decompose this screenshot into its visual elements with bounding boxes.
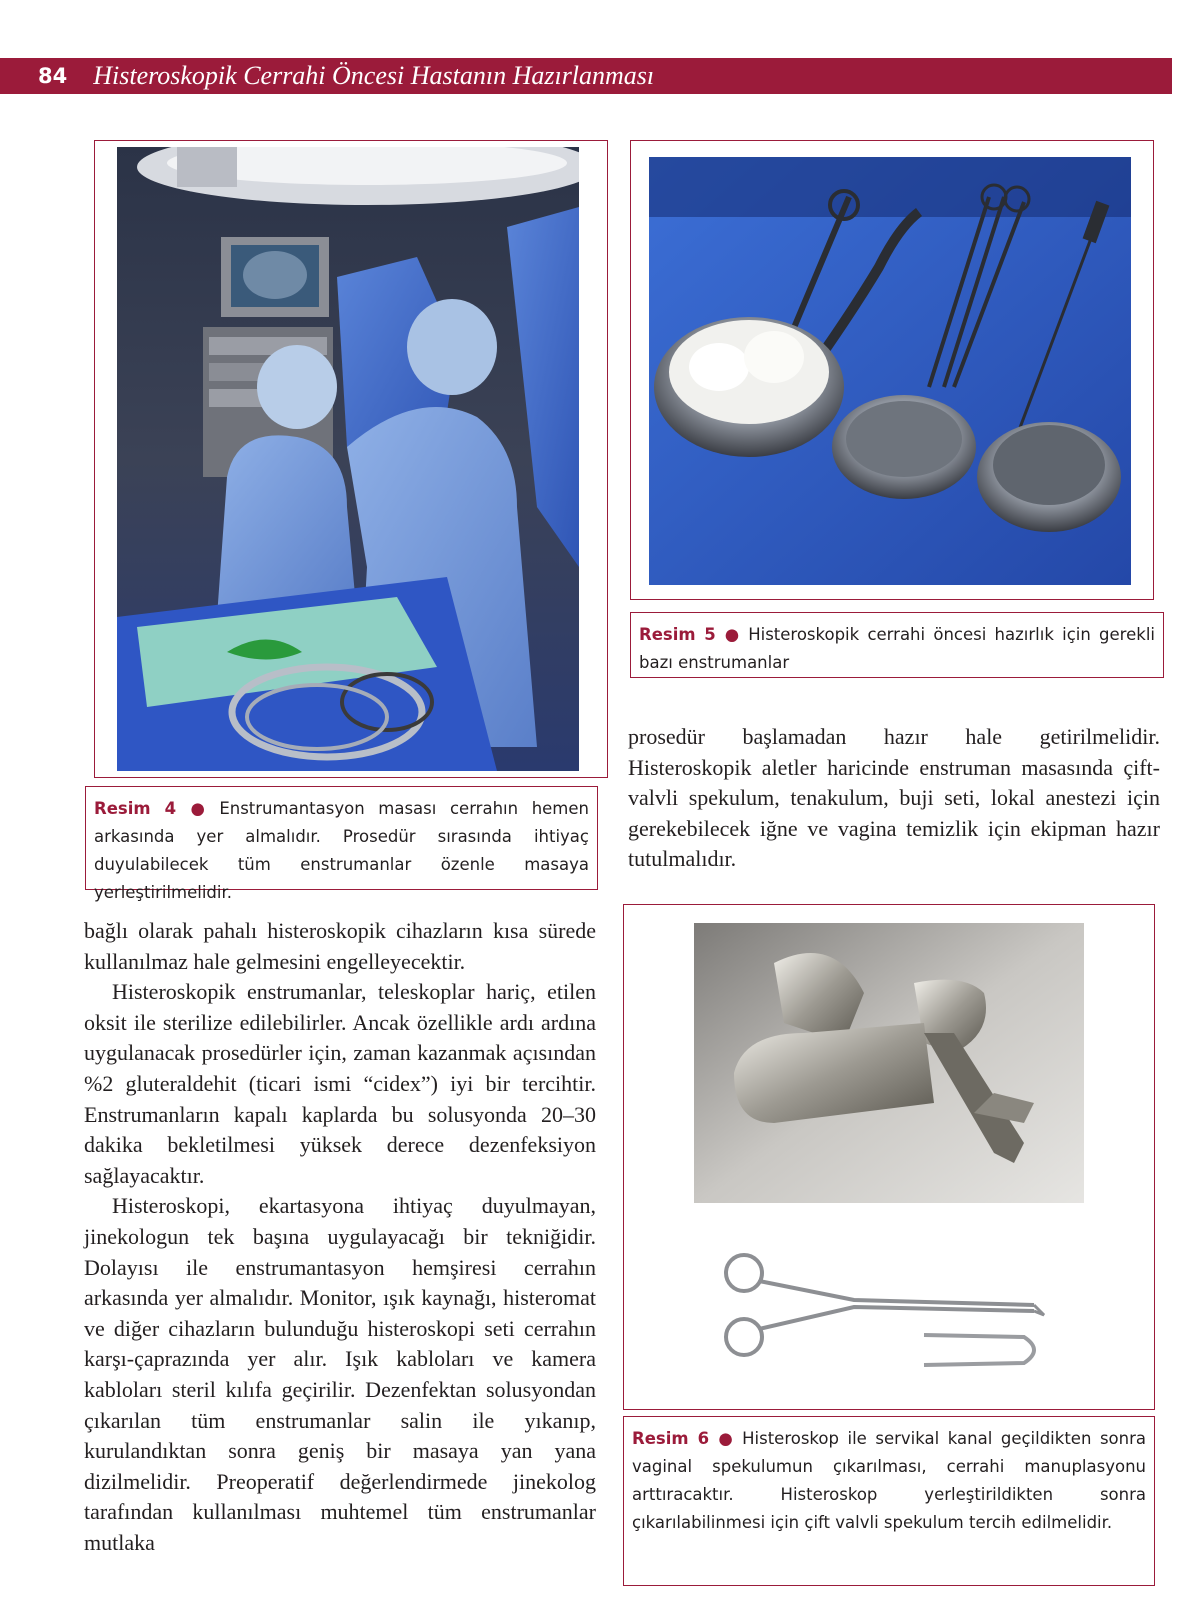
figure-6-photo-speculum [694, 923, 1084, 1203]
figure-5-caption [630, 612, 1164, 678]
paragraph: prosedür başlamadan hazır hale getirilmelidir. Histeroskopik aletler haricinde enstruman masasında çift-valvli spekulum, tenakulum, buji seti, lokal anestezi için gerekebilecek iğne ve vagina temizlik için ekipman hazır tutulmalıdır. [628, 724, 1160, 872]
bullet-icon: ● [715, 1429, 737, 1448]
paragraph-3: Histeroskopi, ekartasyona ihtiyaç duyulmayan, jinekologun tek başına uygulayacağı bir tekniğidir. Dolayısı ile enstrumantasyon hemşiresi cerrahın arkasında yer almalıdır. Monitor, ışık kaynağı, histeromat ve diğer cihazların bulunduğu histeroskopi seti cerrahın karşı-çaprazında yer alır. Işık kabloları ve kamera kabloları steril kılıfa geçirilir. Dezenfektan solusyondan çıkarılan tüm enstrumanlar salin ile yıkanıp, kurulandıktan sonra geniş bir masaya yan yana dizilmelidir. Preoperatif değerlendirmede jinekolog tarafından kullanılması muhtemel tüm enstrumanlar mutlaka [84, 1193, 596, 1555]
left-column-text [84, 916, 596, 1558]
page-number: 84 [38, 64, 68, 88]
figure-6-label: Resim 6 [632, 1429, 710, 1448]
figure-4-photo [117, 147, 579, 771]
figure-6-photo-tenaculum [704, 1245, 1064, 1385]
paragraph-1: bağlı olarak pahalı histeroskopik cihazların kısa sürede kullanılmaz hale gelmesini engelleyecektir. [84, 918, 596, 974]
figure-6-frame [623, 904, 1155, 1410]
bullet-icon: ● [182, 799, 214, 818]
figure-6-caption [623, 1416, 1155, 1586]
figure-4-frame [94, 140, 608, 778]
running-header [0, 58, 1172, 94]
figure-4-label: Resim 4 [94, 799, 177, 818]
figure-5-frame [630, 140, 1154, 600]
figure-6-caption-text: Histeroskop ile servikal kanal geçildikten sonra vaginal spekulumun çıkarılması, cerrahi manuplasyonu arttıracaktır. Histeroskop yerleştirildikten sonra çıkarılabilinmesi için çift valvli spekulum tercih edilmelidir. [632, 1429, 1146, 1532]
right-column-text [628, 722, 1160, 875]
figure-4-caption [85, 786, 598, 902]
running-title: Histeroskopik Cerrahi Öncesi Hastanın Hazırlanması [93, 61, 655, 90]
figure-5-label: Resim 5 [639, 625, 716, 644]
figure-5-photo [649, 157, 1131, 585]
paragraph-2: Histeroskopik enstrumanlar, teleskoplar hariç, etilen oksit ile sterilize edilebilirler. Ancak özellikle ardı ardına uygulanacak prosedürler için, zaman kazanmak açısından %2 gluteraldehit (ticari ismi “cidex”) iyi bir tercihtir. Enstrumanların kapalı kaplarda bu solusyonda 20–30 dakika bekletilmesi yüksek derece dezenfeksiyon sağlayacaktır. [84, 979, 596, 1188]
figure-5-caption-text: Histeroskopik cerrahi öncesi hazırlık için gerekli bazı enstrumanlar [639, 625, 1155, 672]
bullet-icon: ● [721, 625, 743, 644]
figure-4-caption-text: Enstrumantasyon masası cerrahın hemen arkasında yer almalıdır. Prosedür sırasında ihtiyaç duyulabilecek tüm enstrumanlar özenle masaya yerleştirilmelidir. [94, 799, 589, 902]
